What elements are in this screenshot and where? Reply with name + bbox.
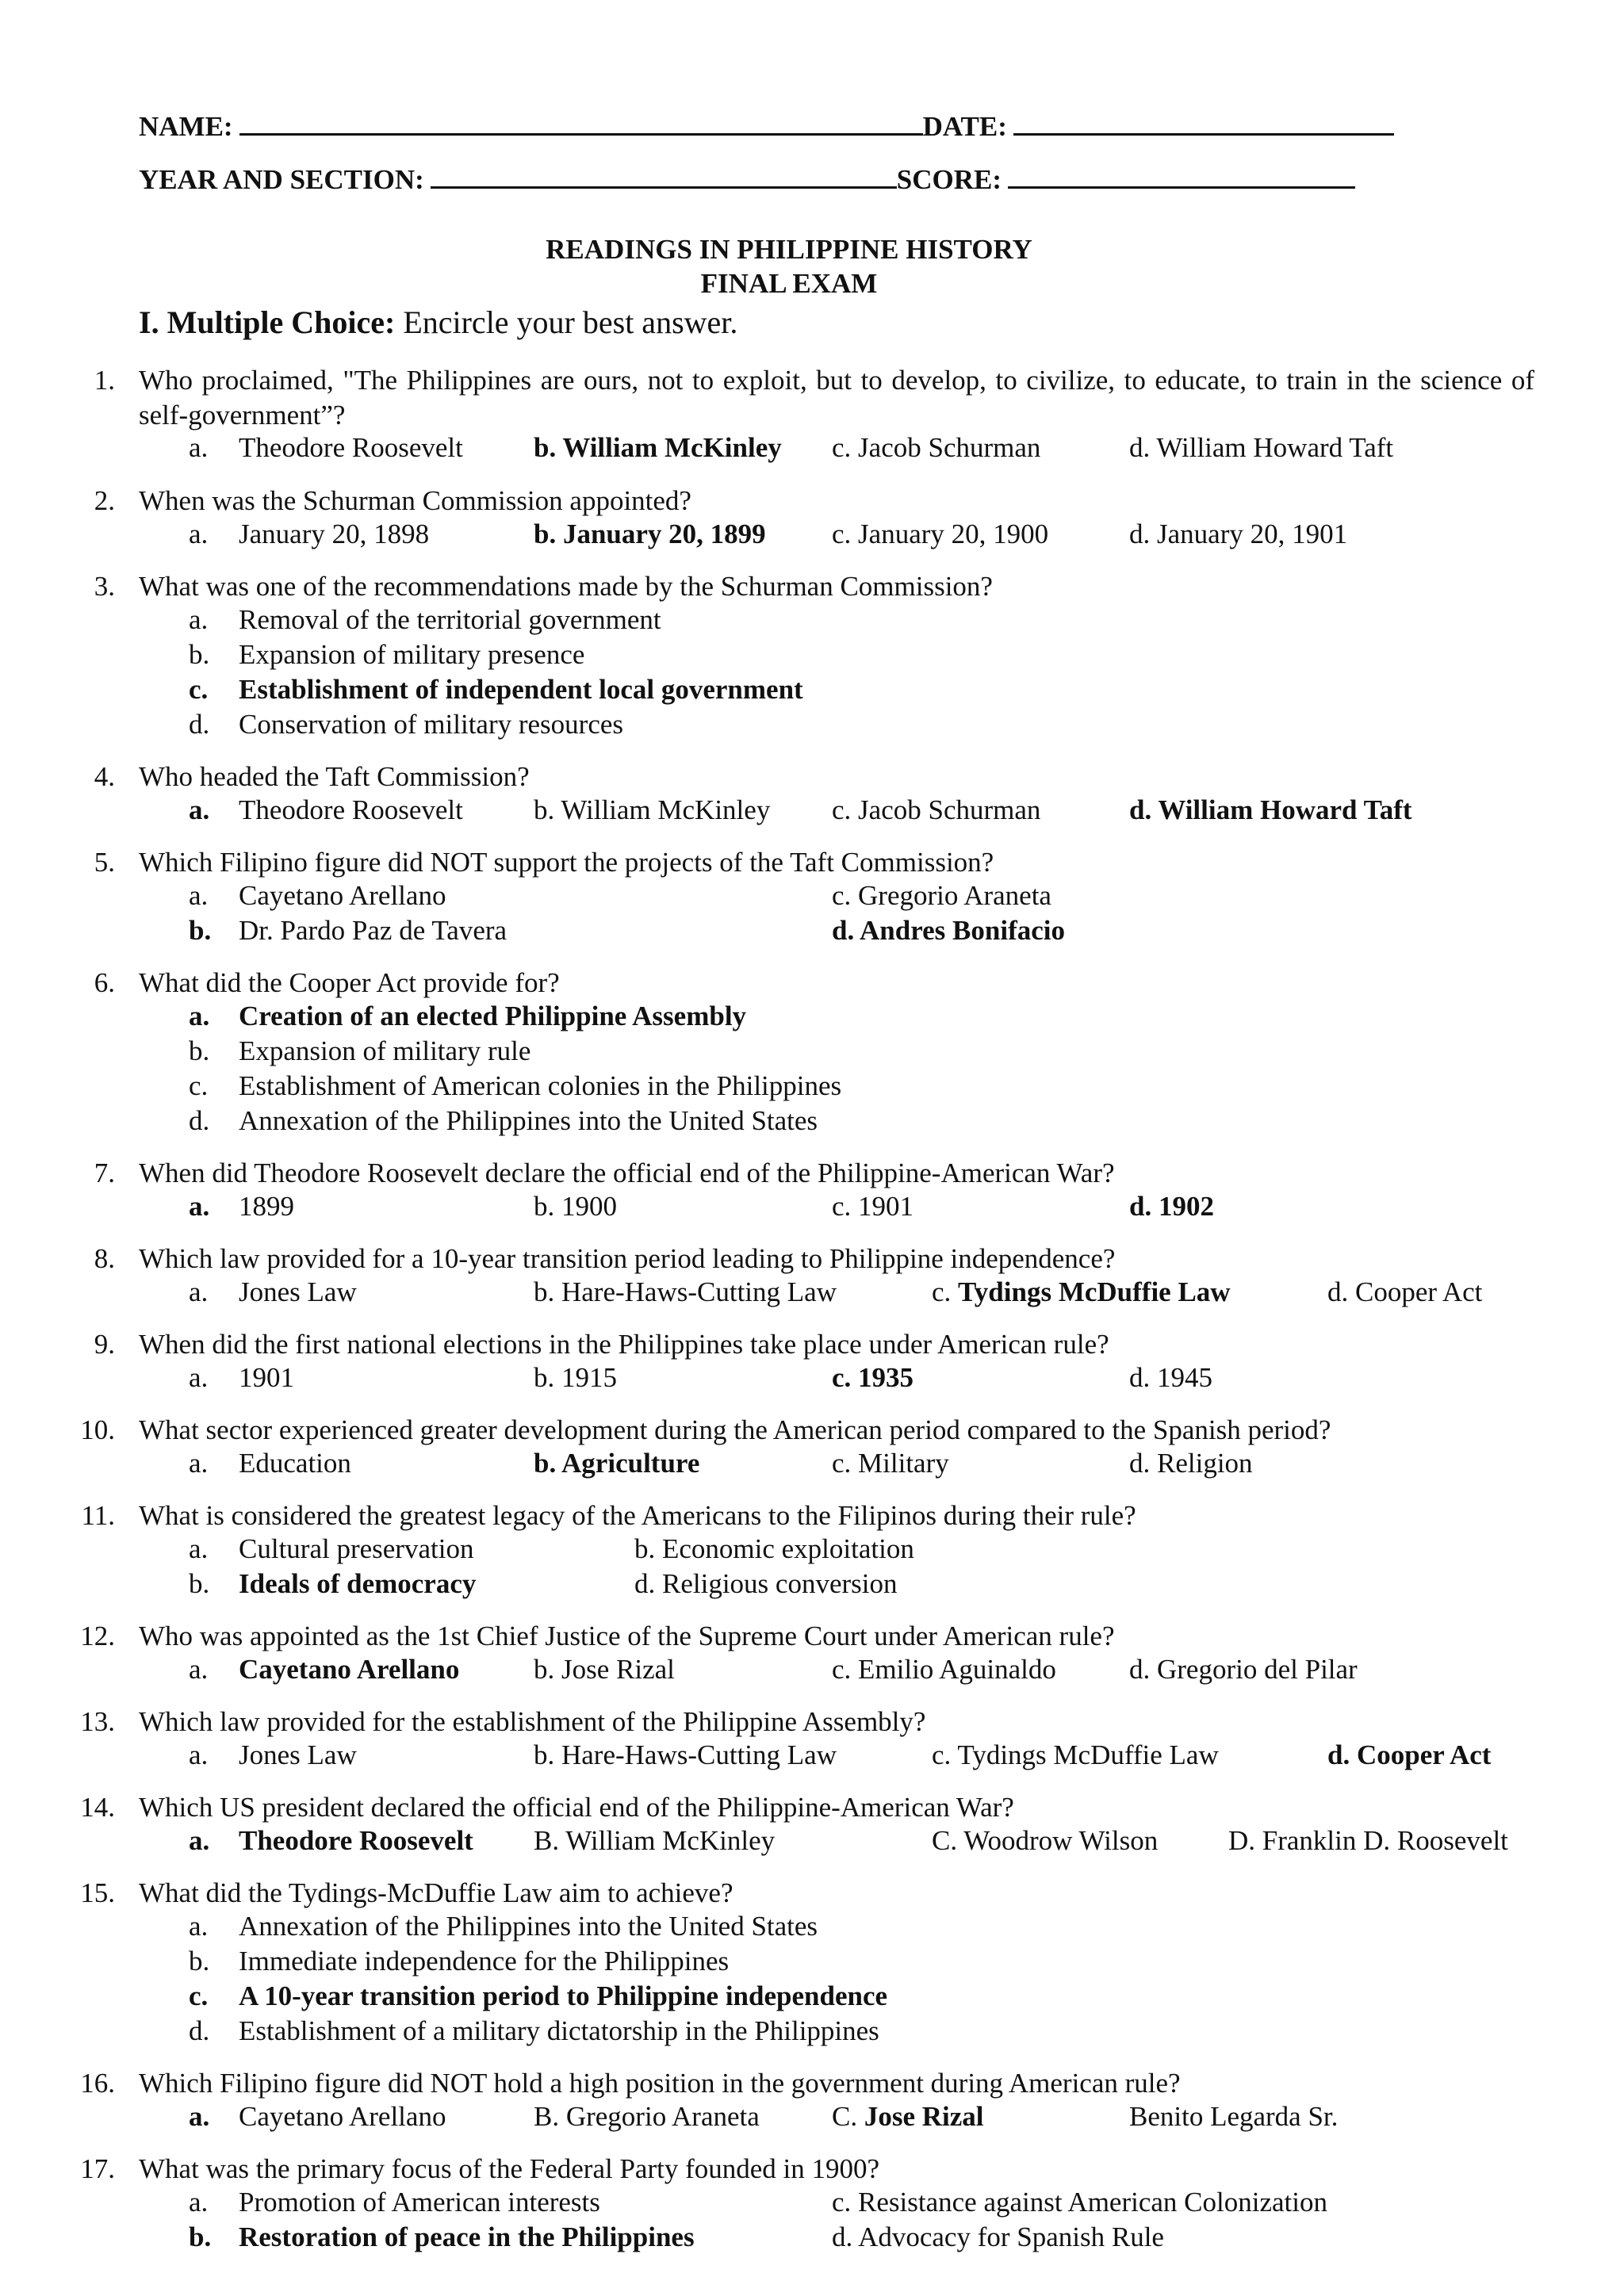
option-13a[interactable]: a. Jones Law	[189, 1739, 357, 1770]
option-2d[interactable]: d. January 20, 1901	[1129, 519, 1348, 549]
option-7d[interactable]: d. 1902	[1129, 1191, 1214, 1222]
option-1c[interactable]: c. Jacob Schurman	[832, 432, 1041, 463]
option-13c[interactable]: c. Tydings McDuffie Law	[932, 1739, 1219, 1770]
option-7c[interactable]: c. 1901	[832, 1191, 914, 1222]
option-15b[interactable]: b. Immediate independence for the Philippines	[189, 1946, 730, 1976]
option-17a[interactable]: a. Promotion of American interests	[189, 2187, 600, 2218]
option-8d[interactable]: d. Cooper Act	[1327, 1276, 1483, 1307]
score-field[interactable]	[1008, 163, 1355, 189]
option-16b[interactable]: B. Gregorio Araneta	[534, 2101, 760, 2132]
option-5a[interactable]: a. Cayetano Arellano	[189, 880, 446, 911]
option-14d[interactable]: D. Franklin D. Roosevelt	[1228, 1825, 1508, 1856]
option-10b[interactable]: b. Agriculture	[534, 1448, 700, 1479]
option-14a[interactable]: a. Theodore Roosevelt	[189, 1825, 473, 1856]
option-6c[interactable]: c. Establishment of American colonies in the Philippines	[189, 1070, 842, 1101]
section-title: I. Multiple Choice:	[139, 304, 396, 340]
option-17c[interactable]: c. Resistance against American Colonization	[832, 2187, 1327, 2218]
option-8c[interactable]: c. Tydings McDuffie Law	[932, 1276, 1231, 1307]
option-3b[interactable]: b. Expansion of military presence	[189, 639, 585, 670]
option-12b[interactable]: b. Jose Rizal	[534, 1654, 675, 1685]
option-1a[interactable]: a. Theodore Roosevelt	[189, 432, 463, 463]
option-3d[interactable]: d. Conservation of military resources	[189, 709, 624, 740]
option-6d[interactable]: d. Annexation of the Philippines into the United States	[189, 1105, 818, 1136]
name-label: NAME:	[139, 111, 233, 142]
option-11d[interactable]: d. Religious conversion	[634, 1568, 898, 1599]
option-9c[interactable]: c. 1935	[832, 1362, 914, 1393]
option-8b[interactable]: b. Hare-Haws-Cutting Law	[534, 1276, 837, 1307]
option-10d[interactable]: d. Religion	[1129, 1448, 1253, 1479]
option-16c[interactable]: C. Jose Rizal	[832, 2101, 984, 2132]
score-label: SCORE:	[896, 164, 1002, 195]
option-11b-economic[interactable]: b. Economic exploitation	[634, 1533, 914, 1564]
option-8a[interactable]: a. Jones Law	[189, 1276, 357, 1307]
course-title: READINGS IN PHILIPPINE HISTORY	[546, 234, 1032, 265]
option-5d[interactable]: d. Andres Bonifacio	[832, 915, 1065, 946]
option-9d[interactable]: d. 1945	[1129, 1362, 1212, 1393]
option-3a[interactable]: a. Removal of the territorial government	[189, 604, 661, 635]
option-5b[interactable]: b. Dr. Pardo Paz de Tavera	[189, 915, 508, 946]
option-15d[interactable]: d. Establishment of a military dictatorship in the Philippines	[189, 2015, 879, 2046]
option-1b[interactable]: b. William McKinley	[534, 432, 782, 463]
option-15c[interactable]: c. A 10-year transition period to Philippine independence	[189, 1980, 888, 2011]
option-12d[interactable]: d. Gregorio del Pilar	[1129, 1654, 1358, 1685]
option-3c[interactable]: c. Establishment of independent local government	[189, 674, 803, 705]
option-7a[interactable]: a. 1899	[189, 1191, 294, 1222]
option-13d[interactable]: d. Cooper Act	[1327, 1739, 1492, 1770]
year-section-field[interactable]	[431, 163, 897, 189]
section-heading	[139, 304, 737, 341]
option-12c[interactable]: c. Emilio Aguinaldo	[832, 1654, 1056, 1685]
option-6b[interactable]: b. Expansion of military rule	[189, 1035, 531, 1066]
option-4d[interactable]: d. William Howard Taft	[1129, 794, 1412, 825]
option-2c[interactable]: c. January 20, 1900	[832, 519, 1049, 549]
year-section-label: YEAR AND SECTION:	[139, 164, 424, 195]
option-16d[interactable]: Benito Legarda Sr.	[1129, 2101, 1339, 2132]
option-10c[interactable]: c. Military	[832, 1448, 949, 1479]
option-11a[interactable]: a. Cultural preservation	[189, 1533, 474, 1564]
option-5c[interactable]: c. Gregorio Araneta	[832, 880, 1051, 911]
option-6a[interactable]: a. Creation of an elected Philippine Assembly	[189, 1001, 747, 1031]
year-score-row	[139, 163, 1355, 196]
question-text: Who proclaimed, "The Philippines are ours, not to exploit, but to develop, to civilize, to educate, to train in the science of self-government”?	[139, 365, 1534, 430]
option-1d[interactable]: d. William Howard Taft	[1129, 432, 1394, 463]
name-field[interactable]	[239, 109, 923, 136]
option-14c[interactable]: C. Woodrow Wilson	[932, 1825, 1159, 1856]
option-15a[interactable]: a. Annexation of the Philippines into the United States	[189, 1911, 818, 1942]
option-17b[interactable]: b. Restoration of peace in the Philippines	[189, 2221, 695, 2252]
option-12a[interactable]: a. Cayetano Arellano	[189, 1654, 460, 1685]
date-field[interactable]	[1013, 109, 1394, 136]
exam-title: FINAL EXAM	[700, 268, 878, 299]
option-10a[interactable]: a. Education	[189, 1448, 351, 1479]
option-2b[interactable]: b. January 20, 1899	[534, 519, 766, 549]
option-4a[interactable]: a. Theodore Roosevelt	[189, 794, 463, 825]
option-16a[interactable]: a. Cayetano Arellano	[189, 2101, 446, 2132]
option-17d[interactable]: d. Advocacy for Spanish Rule	[832, 2221, 1164, 2252]
option-7b[interactable]: b. 1900	[534, 1191, 617, 1222]
option-9a[interactable]: a. 1901	[189, 1362, 294, 1393]
name-date-row	[139, 109, 1394, 143]
question-number: 1.	[94, 365, 115, 396]
option-13b[interactable]: b. Hare-Haws-Cutting Law	[534, 1739, 837, 1770]
option-11b-democracy[interactable]: b. Ideals of democracy	[189, 1568, 477, 1599]
section-instruction: Encircle your best answer.	[403, 304, 738, 340]
option-2a[interactable]: a. January 20, 1898	[189, 519, 430, 549]
option-4b[interactable]: b. William McKinley	[534, 794, 771, 825]
option-4c[interactable]: c. Jacob Schurman	[832, 794, 1041, 825]
option-9b[interactable]: b. 1915	[534, 1362, 617, 1393]
option-14b[interactable]: B. William McKinley	[534, 1825, 776, 1856]
date-label: DATE:	[922, 111, 1007, 142]
